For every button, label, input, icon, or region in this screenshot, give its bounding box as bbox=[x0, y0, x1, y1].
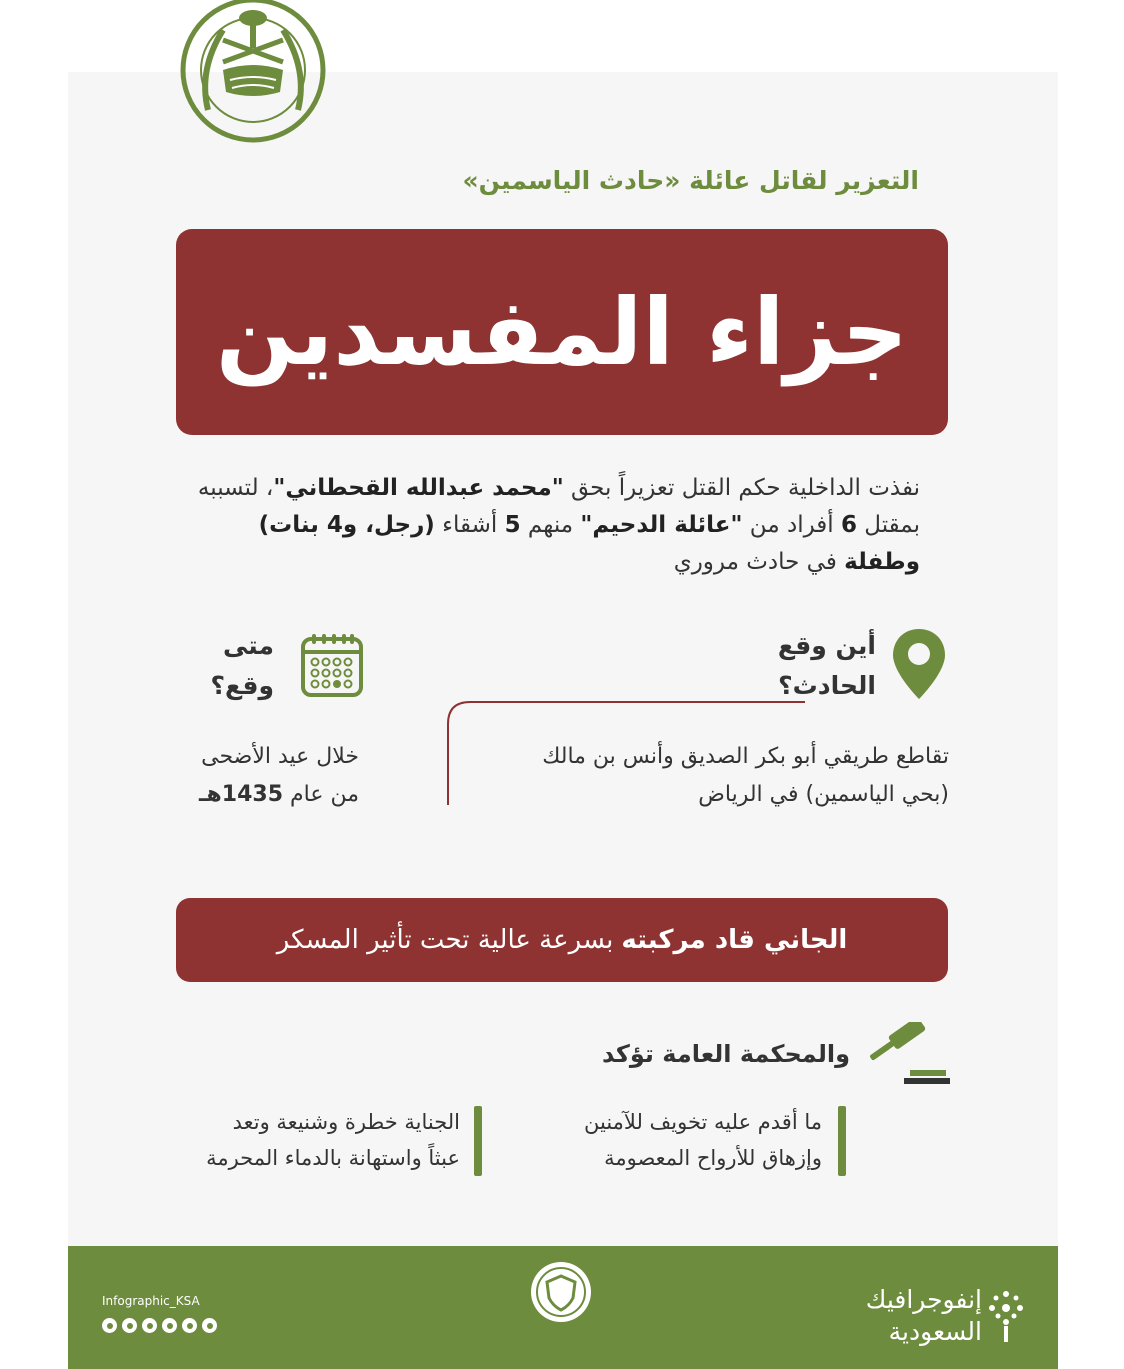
convict-name: "محمد عبدالله القحطاني" bbox=[273, 475, 564, 501]
twitter-icon[interactable] bbox=[102, 1318, 117, 1333]
point-bar bbox=[838, 1106, 846, 1176]
where-question-line: أين وقع bbox=[777, 631, 876, 660]
location-pin-icon bbox=[890, 627, 948, 701]
when-question bbox=[211, 626, 275, 706]
facebook-icon[interactable] bbox=[182, 1318, 197, 1333]
point-bar bbox=[474, 1106, 482, 1176]
when-answer bbox=[199, 738, 359, 814]
court-heading: والمحكمة العامة تؤكد bbox=[602, 1040, 850, 1068]
highlight-strip bbox=[176, 898, 948, 982]
court-point bbox=[206, 1104, 460, 1176]
strip-text: بسرعة عالية تحت تأثير المسكر bbox=[276, 925, 614, 955]
siblings-count: 5 bbox=[504, 512, 521, 538]
court-point bbox=[584, 1104, 822, 1176]
ministry-emblem-icon bbox=[168, 0, 338, 160]
when-answer-line: خلال عيد الأضحى bbox=[201, 744, 359, 769]
youtube-icon[interactable] bbox=[162, 1318, 177, 1333]
strip-bold-text: الجاني قاد مركبته bbox=[621, 925, 848, 955]
intro-text: أفراد من bbox=[742, 512, 841, 538]
victim-count: 6 bbox=[840, 512, 857, 538]
social-handle[interactable]: Infographic_KSA bbox=[102, 1294, 200, 1308]
social-icons bbox=[102, 1318, 217, 1333]
when-answer-line bbox=[199, 776, 359, 814]
when-answer-year: 1435هـ bbox=[199, 782, 284, 807]
court-point-line: ما أقدم عليه تخويف للآمنين bbox=[584, 1110, 822, 1134]
snapchat-icon[interactable] bbox=[142, 1318, 157, 1333]
family-name: "عائلة الدحيم" bbox=[580, 512, 743, 538]
brand-name bbox=[866, 1284, 982, 1348]
when-question-line: متى bbox=[223, 631, 274, 660]
where-answer bbox=[542, 738, 949, 814]
siblings-detail: (رجل، و4 بنات) وطفلة bbox=[258, 512, 920, 575]
brand-line: السعودية bbox=[888, 1317, 982, 1346]
when-answer-prefix: من عام bbox=[283, 782, 359, 807]
page-title: جزاء المفسدين bbox=[215, 278, 909, 386]
intro-text: ، لتسببه بمقتل bbox=[197, 475, 920, 538]
intro-text: منهم bbox=[520, 512, 581, 538]
calendar-icon bbox=[300, 632, 364, 698]
gavel-icon bbox=[866, 1022, 950, 1086]
where-answer-line: تقاطع طريقي أبو بكر الصديق وأنس بن مالك bbox=[542, 744, 949, 769]
when-question-line: وقع؟ bbox=[210, 671, 274, 700]
intro-text: في حادث مروري bbox=[673, 549, 845, 575]
court-point-line: وإزهاق للأرواح المعصومة bbox=[604, 1146, 822, 1170]
brand-line: إنفوجرافيك bbox=[865, 1285, 982, 1314]
telegram-icon[interactable] bbox=[202, 1318, 217, 1333]
where-question-line: الحادث؟ bbox=[778, 671, 876, 700]
shield-badge-icon bbox=[529, 1260, 593, 1324]
where-answer-line: (بحي الياسمين) في الرياض bbox=[698, 782, 949, 807]
court-point-line: عبثاً واستهانة بالدماء المحرمة bbox=[206, 1146, 460, 1170]
intro-text: نفذت الداخلية حكم القتل تعزيراً بحق bbox=[563, 475, 920, 501]
intro-paragraph bbox=[190, 470, 920, 581]
brand-logo-icon bbox=[986, 1288, 1026, 1344]
intro-text: أشقاء bbox=[434, 512, 505, 538]
title-banner bbox=[176, 229, 948, 435]
subtitle: التعزير لقاتل عائلة «حادث الياسمين» bbox=[462, 166, 919, 195]
court-point-line: الجناية خطرة وشنيعة وتعد bbox=[232, 1110, 460, 1134]
instagram-icon[interactable] bbox=[122, 1318, 137, 1333]
